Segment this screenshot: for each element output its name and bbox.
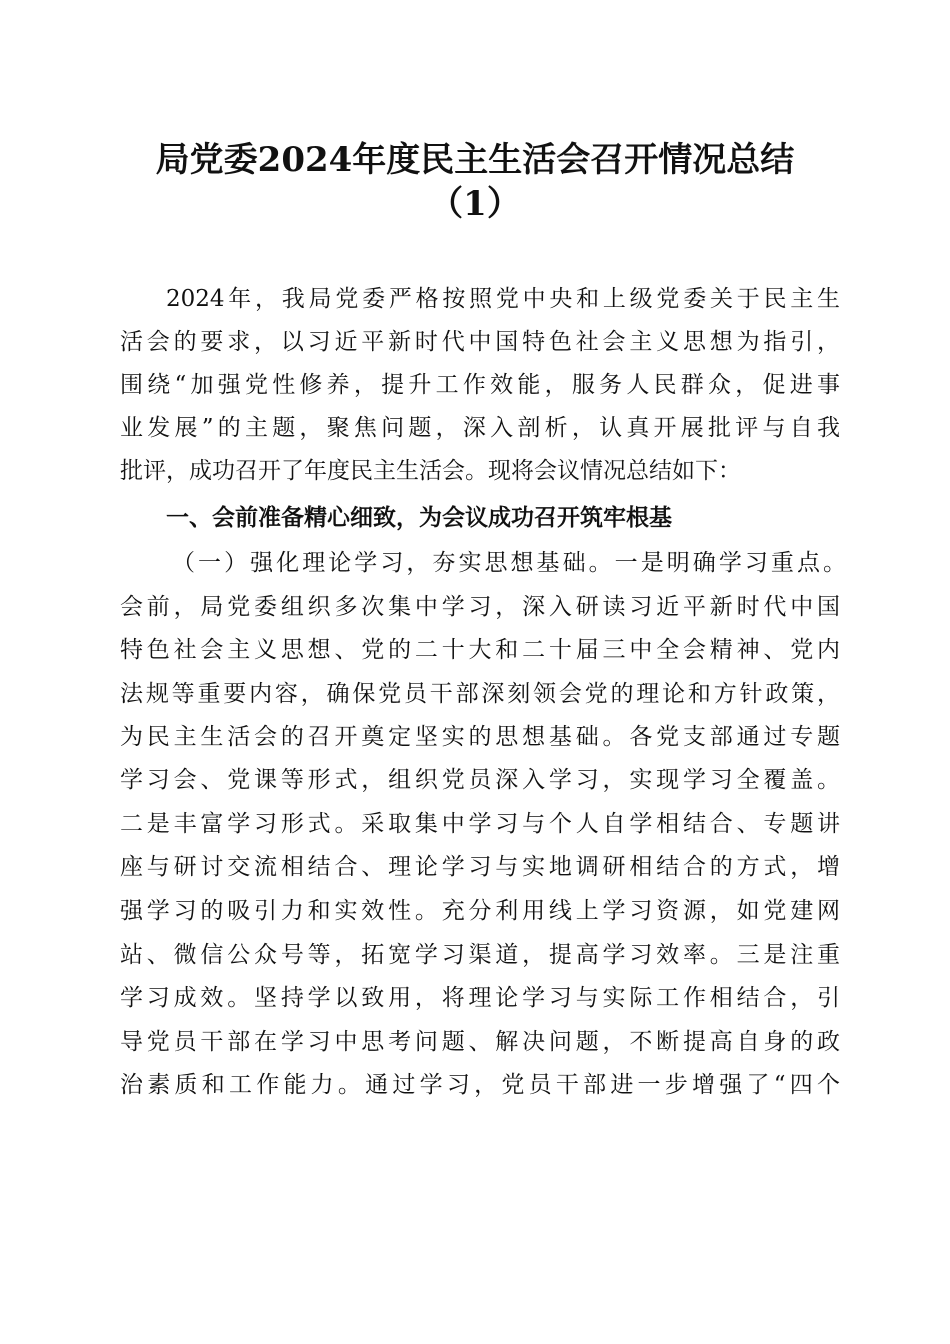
body-line: 会前，局党委组织多次集中学习，深入研读习近平新时代中国 — [120, 594, 840, 620]
body-line: （一）强化理论学习，夯实思想基础。一是明确学习重点。 — [172, 550, 846, 576]
intro-line: 批评，成功召开了年度民主生活会。现将会议情况总结如下： — [120, 458, 741, 484]
intro-line: 围绕“加强党性修养，提升工作效能，服务人民群众，促进事 — [120, 372, 840, 398]
body-line: 导党员干部在学习中思考问题、解决问题，不断提高自身的政 — [120, 1029, 840, 1055]
intro-line: 活会的要求，以习近平新时代中国特色社会主义思想为指引， — [120, 329, 840, 355]
body-line: 强学习的吸引力和实效性。充分利用线上学习资源，如党建网 — [120, 898, 840, 924]
body-line: 座与研讨交流相结合、理论学习与实地调研相结合的方式，增 — [120, 854, 840, 880]
intro-line: 业发展”的主题，聚焦问题，深入剖析，认真开展批评与自我 — [120, 415, 840, 441]
document-title-number: （1） — [429, 184, 521, 224]
intro-line: 2024年，我局党委严格按照党中央和上级党委关于民主生 — [166, 286, 840, 312]
body-line: 学习成效。坚持学以致用，将理论学习与实际工作相结合，引 — [120, 985, 840, 1011]
body-line: 学习会、党课等形式，组织党员深入学习，实现学习全覆盖。 — [120, 767, 840, 793]
body-line: 治素质和工作能力。通过学习，党员干部进一步增强了“四个 — [120, 1072, 840, 1098]
body-line: 二是丰富学习形式。采取集中学习与个人自学相结合、专题讲 — [120, 811, 840, 837]
section-heading: 一、会前准备精心细致，为会议成功召开筑牢根基 — [166, 504, 672, 531]
document-title: 局党委2024年度民主生活会召开情况总结 — [155, 140, 795, 180]
body-line: 为民主生活会的召开奠定坚实的思想基础。各党支部通过专题 — [120, 724, 840, 750]
body-line: 特色社会主义思想、党的二十大和二十届三中全会精神、党内 — [120, 637, 840, 663]
body-line: 法规等重要内容，确保党员干部深刻领会党的理论和方针政策， — [120, 681, 840, 707]
body-line: 站、微信公众号等，拓宽学习渠道，提高学习效率。三是注重 — [120, 942, 840, 968]
